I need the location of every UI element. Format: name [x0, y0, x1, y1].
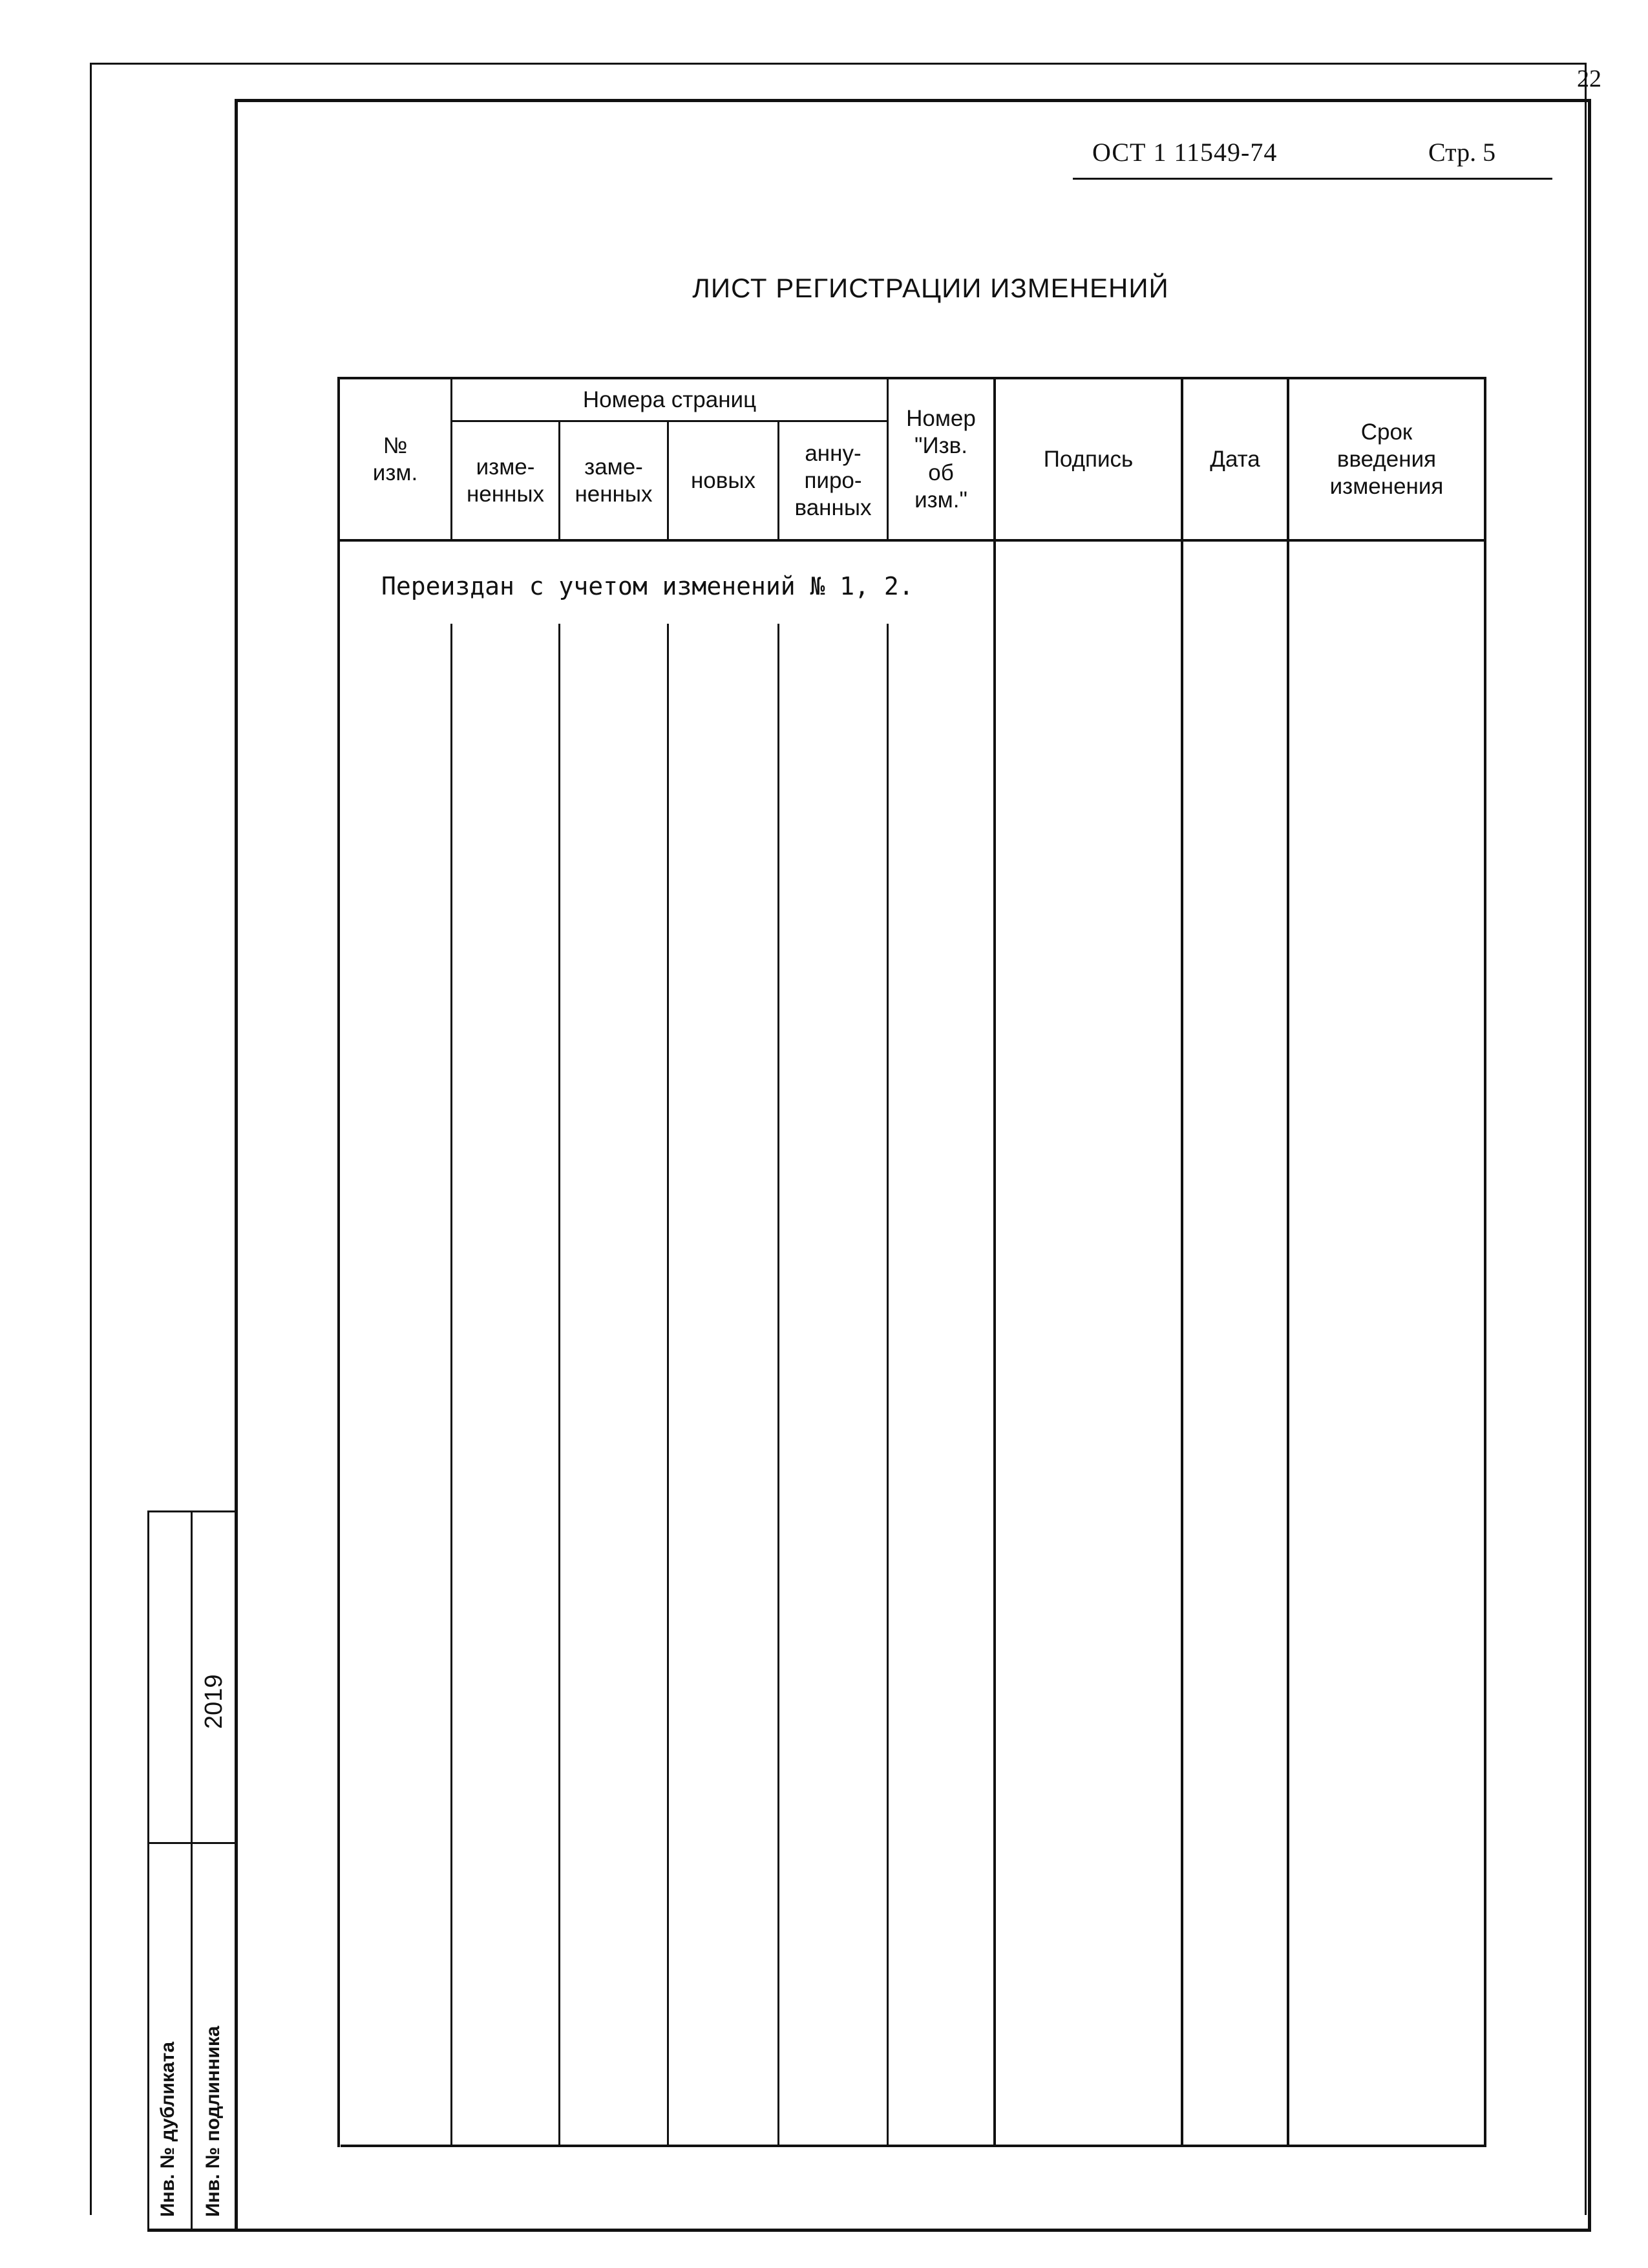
- col-divider-1b: [450, 624, 452, 2146]
- col-divider-3b: [667, 624, 669, 2146]
- page-title: ЛИСТ РЕГИСТРАЦИИ ИЗМЕНЕНИЙ: [692, 273, 1169, 303]
- header-col-term: Срок введения изменения: [1329, 419, 1444, 499]
- col-divider-4b: [777, 624, 779, 2146]
- corner-page-number: 22: [1577, 65, 1601, 92]
- col-divider-0: [337, 377, 340, 2147]
- page-label: Стр. 5: [1428, 138, 1496, 167]
- header-col-notice-number: Номер "Изв. об изм.": [906, 405, 976, 513]
- inner-frame-top: [235, 99, 1590, 102]
- col-divider-6: [993, 377, 996, 2147]
- table-header-bottom: [337, 539, 1486, 542]
- header-col-cancelled: анну- пиро- ванных: [794, 440, 872, 520]
- inner-frame-right: [1588, 99, 1591, 2232]
- col-divider-7: [1181, 377, 1183, 2147]
- stamp-middle: [191, 1510, 193, 2230]
- stamp-left: [147, 1510, 149, 2230]
- outer-frame-left: [90, 63, 92, 2215]
- reissue-note: Переиздан с учетом изменений № 1, 2.: [381, 572, 914, 600]
- original-inventory-label: Инв. № подлинника: [202, 2026, 224, 2217]
- table-bottom-border: [341, 2145, 1486, 2147]
- inner-frame-bottom: [147, 2229, 1591, 2232]
- stamp-top: [147, 1510, 238, 1512]
- inner-frame-left: [235, 99, 238, 2232]
- outer-frame-top: [90, 63, 1587, 65]
- header-col-new: новых: [690, 467, 756, 493]
- col-divider-5b: [887, 624, 889, 2146]
- col-divider-9: [1484, 377, 1486, 2147]
- outer-frame-right: [1585, 63, 1587, 2215]
- duplicate-inventory-label: Инв. № дубликата: [157, 2041, 178, 2217]
- stamp-row-divider: [147, 1842, 238, 1844]
- header-col-changed: изме- ненных: [466, 454, 545, 507]
- document-code: ОСТ 1 11549-74: [1092, 138, 1278, 167]
- header-col-date: Дата: [1210, 446, 1260, 472]
- header-underline: [1073, 178, 1552, 180]
- header-col-replaced: заме- ненных: [575, 454, 653, 507]
- col-divider-2b: [558, 624, 560, 2146]
- header-col-number: № изм.: [372, 432, 418, 485]
- original-inventory-value: 2019: [200, 1674, 227, 1729]
- col-divider-8: [1287, 377, 1289, 2147]
- header-group-pages: Номера страниц: [582, 387, 757, 412]
- header-col-signature: Подпись: [1043, 446, 1134, 472]
